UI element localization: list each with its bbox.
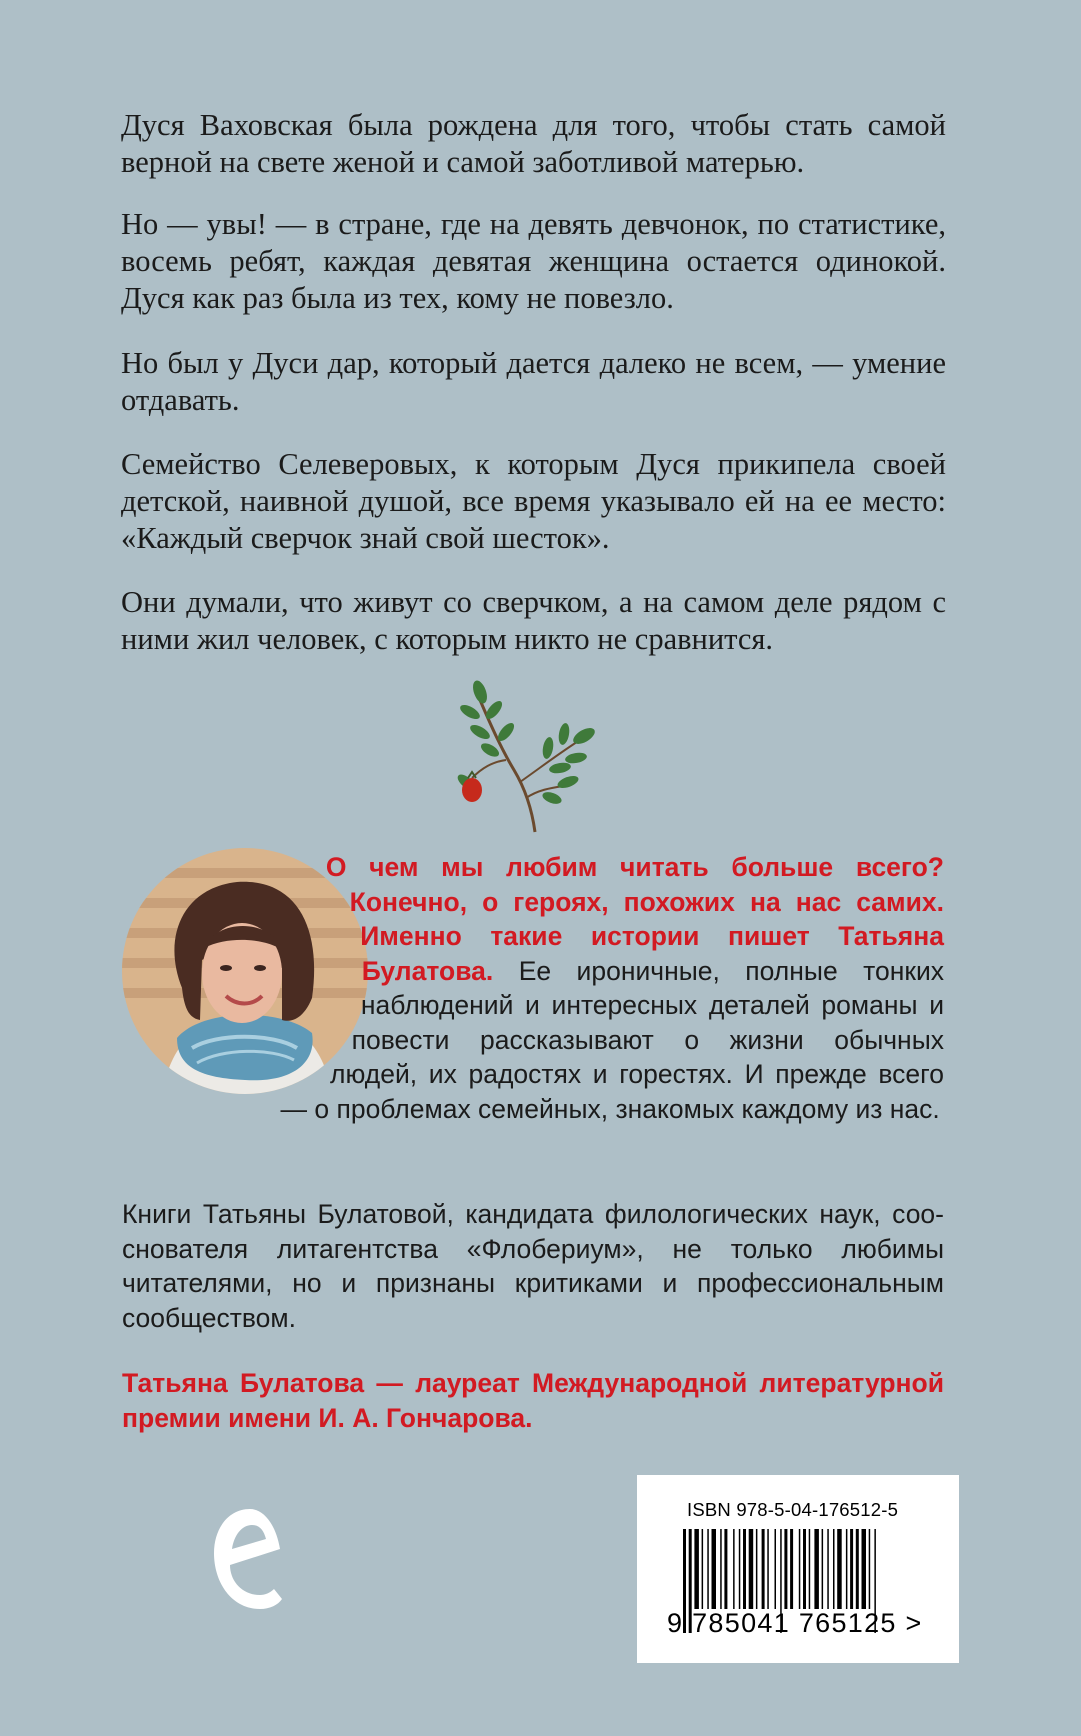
isbn-label: ISBN 978-5-04-176512-5 [687,1499,899,1520]
barcode-bar [809,1529,811,1609]
barcode-bar [837,1529,842,1609]
barcode-bar [856,1529,859,1609]
barcode-bar [712,1529,717,1609]
bio-highlight: О чем мы любим читать больше всего? Конечно, о героях, похожих на нас самих. Именно такие истории пишет Татьяна Булатова. [325,852,944,986]
barcode-bar [846,1529,848,1609]
award-paragraph: Татьяна Булатова — лауреат Международной литературной премии имени И. А. Гончарова. [122,1368,944,1433]
barcode-bar [743,1529,746,1609]
barcode-bar [707,1529,709,1609]
barcode-bar [702,1529,704,1609]
barcode-bar [720,1529,722,1609]
annotation-paragraph-4: Семейство Селеверовых, к которым Дуся прикипела своей детской, наивной душой, все время указывало ей на ее место: «Каждый сверчок знай свой шесток». [121,447,946,555]
barcode-bar [850,1529,853,1609]
barcode-digits: 9 785041 765125 > [667,1608,923,1638]
barcode-bar [869,1529,871,1609]
barcode-bar [799,1529,801,1609]
barcode-bar [724,1529,727,1609]
barcode-bar [833,1529,835,1609]
barcode-bar [749,1529,754,1609]
barcode-bar [784,1529,787,1609]
barcode-bar [733,1529,735,1609]
barcode-bar [756,1529,758,1609]
annotation-paragraph-1: Дуся Ваховская была рождена для того, чтобы стать самой верной на свете женой и самой заботливой матерью. [121,108,946,179]
barcode-bar [739,1529,741,1609]
annotation-paragraph-3: Но был у Дуси дар, который дается далеко не всем, — умение отдавать. [121,346,946,417]
barcode-bar [767,1529,769,1609]
author-bio [122,850,944,1126]
barcode-bar [775,1529,777,1609]
annotation-paragraph-2: Но — увы! — в стране, где на девять девчонок, по статистике, восемь ребят, каждая девятая женщина остается одинокой. Дуся как раз была из тех, кому не повезло. [121,207,946,315]
barcode-bar [790,1529,793,1609]
barcode-bar [862,1529,867,1609]
isbn-barcode-box [637,1475,959,1663]
rosehip-branch-illustration [440,670,630,840]
bio-text: Ее ироничные, полные тонких наблюдений и интересных деталей романы и повести рассказывают о жизни обычных людей, их радостях и горестях. И прежде всего — о проблемах семейных, знакомых каждому из нас. [280,955,944,1124]
barcode-bar [803,1529,806,1609]
barcode-bar [814,1529,819,1609]
publisher-logo [210,1505,286,1615]
books-paragraph: Книги Татьяны Булатовой, кандидата филологических наук, сооснователя литагентства «Флобериум», не только любимы читателями, но и признаны критиками и профессиональным сообществом. [122,1199,944,1333]
barcode-bar [694,1529,699,1609]
barcode-bar [827,1529,829,1609]
annotation-paragraph-5: Они думали, что живут со сверчком, а на самом деле рядом с ними жил человек, с которым никто не сравнится. [121,585,946,656]
barcode-bar [762,1529,765,1609]
barcode-bar [822,1529,824,1609]
